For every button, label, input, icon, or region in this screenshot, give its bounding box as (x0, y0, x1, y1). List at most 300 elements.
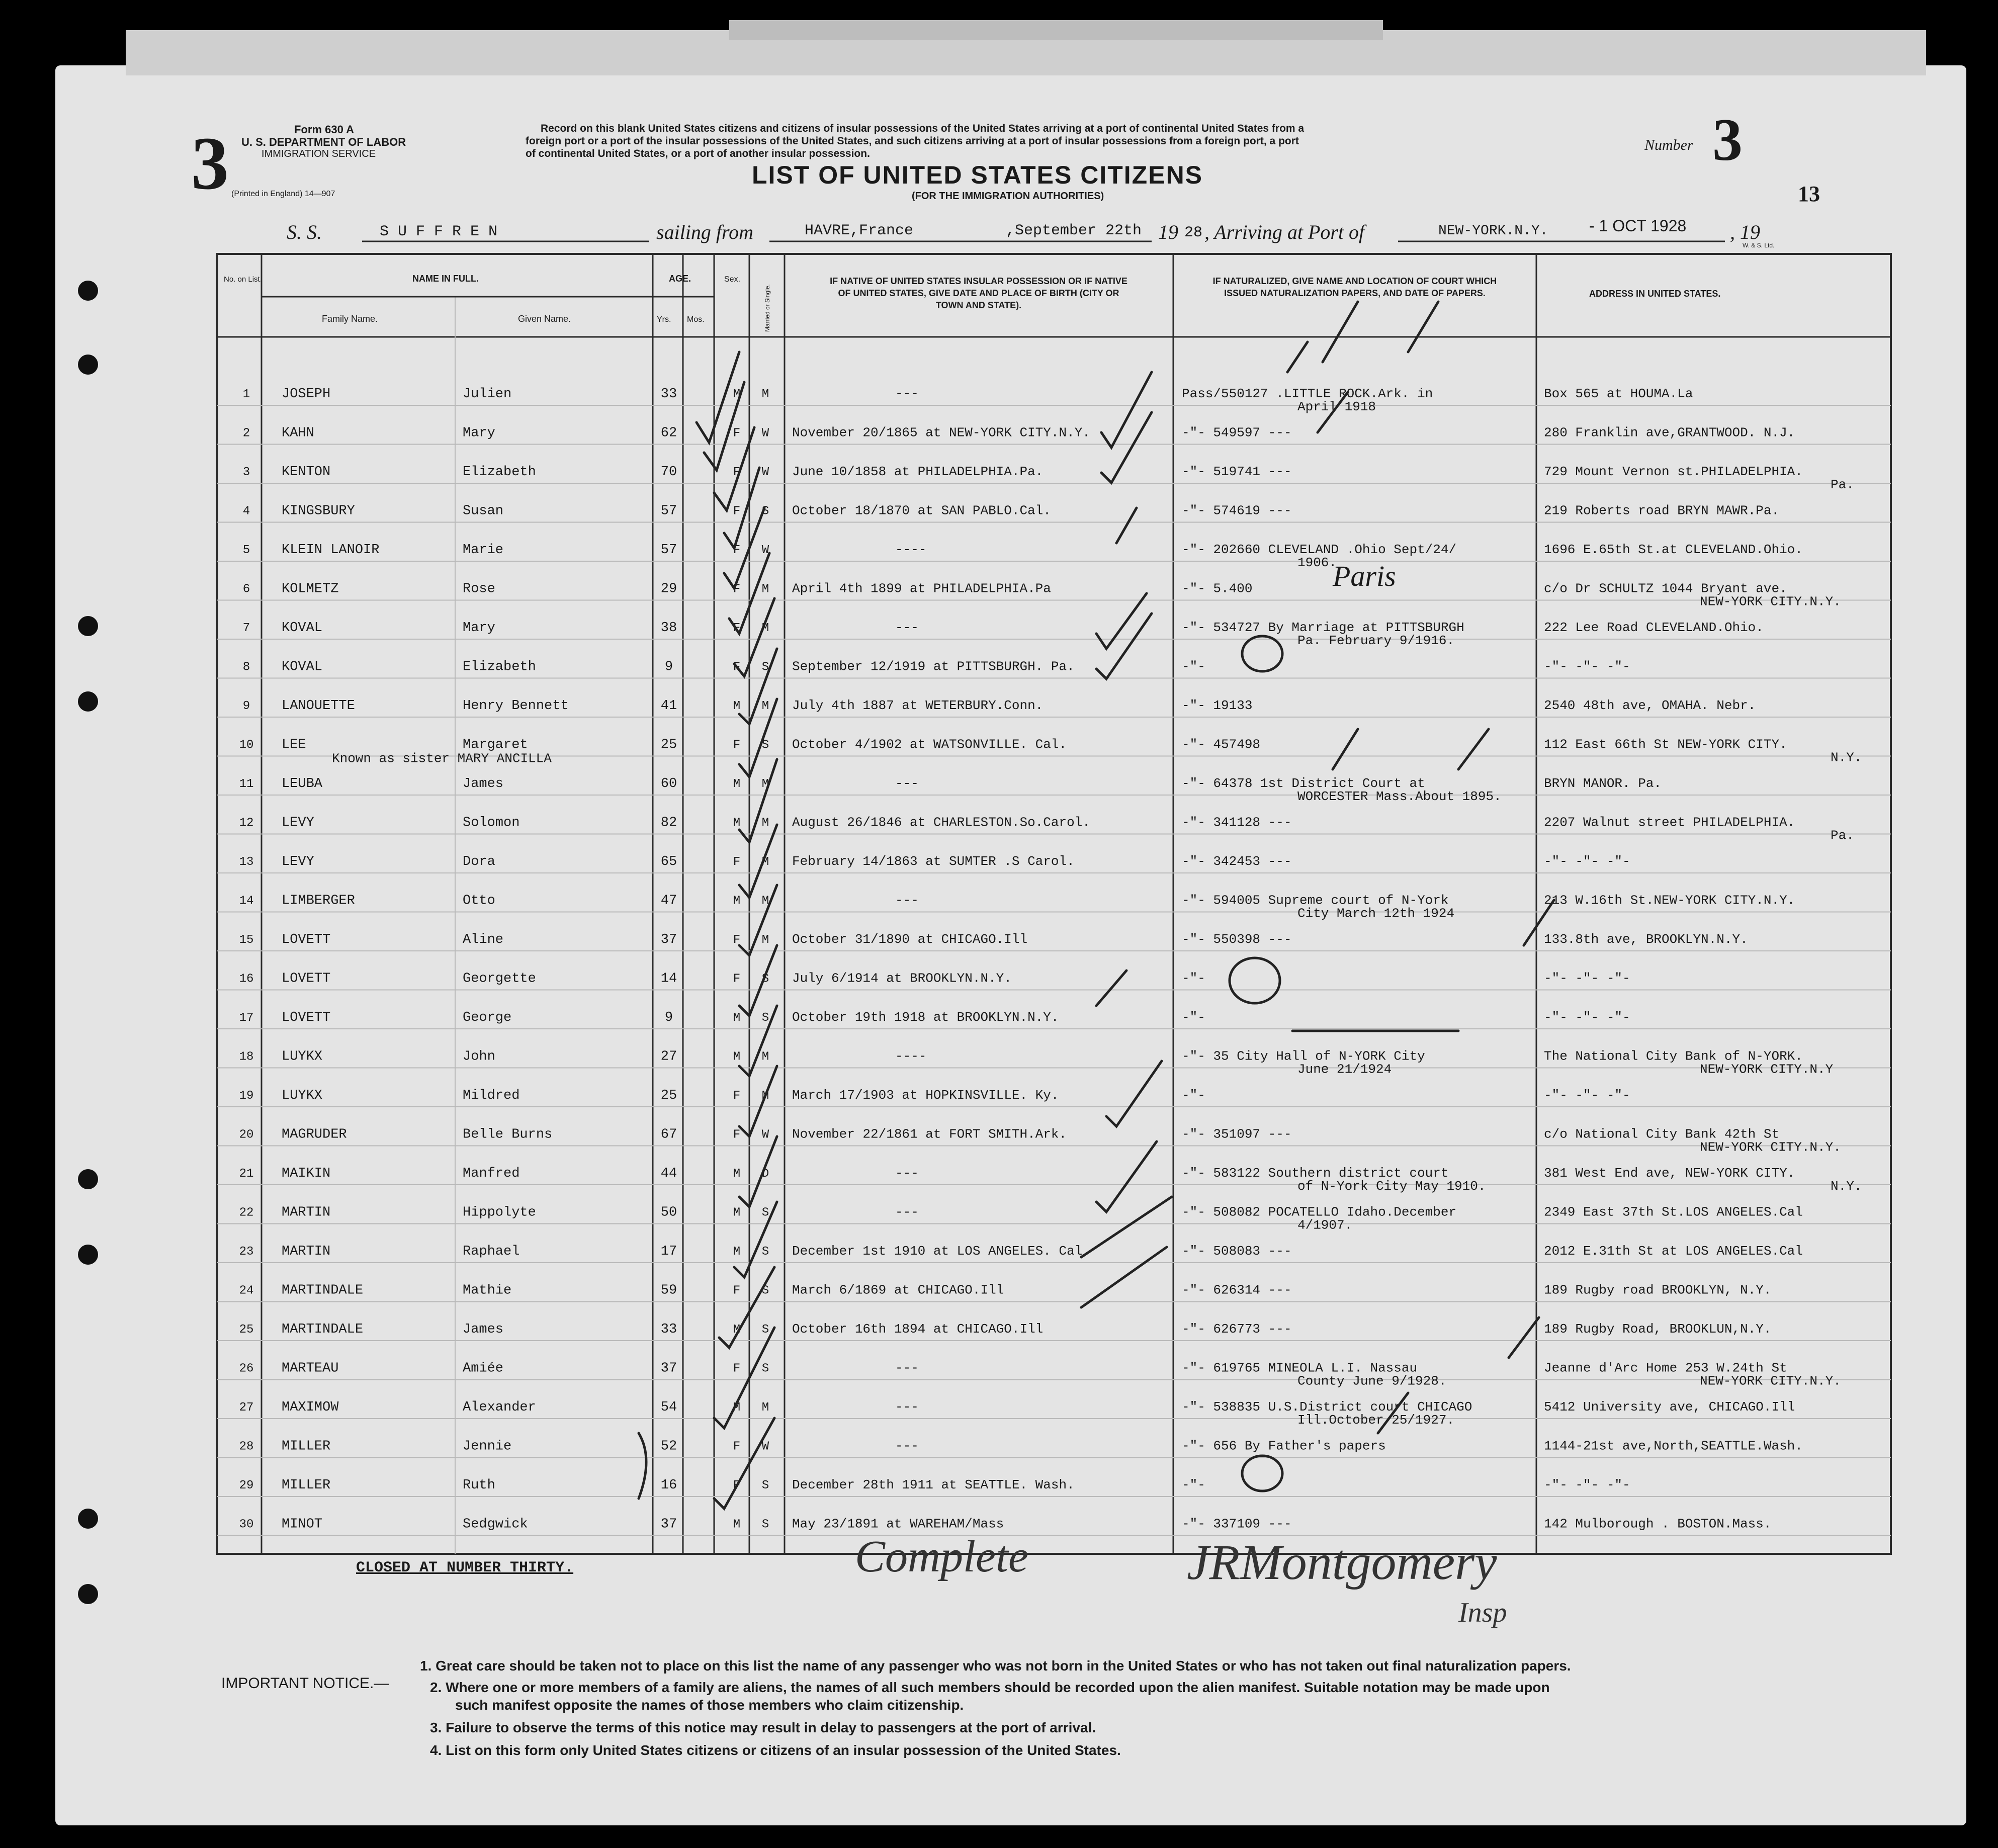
header-line: ISSUED NATURALIZATION PAPERS, AND DATE OF PAPERS. (1224, 288, 1486, 298)
age-years: 16 (660, 1478, 677, 1493)
us-address: 729 Mount Vernon st.PHILADELPHIA. (1544, 464, 1803, 479)
sex: M (733, 1401, 741, 1415)
form-number: Form 630 A (294, 123, 355, 136)
marital-status: M (761, 622, 769, 635)
col-mos: Mos. (687, 315, 705, 324)
us-address: -"- -"- -"- (1544, 659, 1630, 674)
handwritten-complete: Complete (855, 1532, 1028, 1581)
age-years: 9 (664, 659, 673, 675)
us-address: 189 Rugby Road, BROOKLUN,N.Y. (1544, 1322, 1772, 1337)
naturalization-info: -"- 19133 (1182, 698, 1253, 713)
sex: F (733, 466, 741, 479)
sex: M (733, 388, 741, 401)
ship-name: S U F F R E N (380, 223, 498, 240)
us-address: 112 East 66th St NEW-YORK CITY. (1544, 737, 1787, 752)
given-name: Margaret (463, 737, 528, 753)
inspector-signature: JRMontgomery (1187, 1534, 1497, 1590)
family-name: KOVAL (282, 659, 323, 675)
family-name: MAXIMOW (282, 1400, 339, 1415)
sex: M (733, 1206, 741, 1220)
marital-status: M (761, 1050, 769, 1064)
naturalization-info: -"- 534727 By Marriage at PITTSBURGH (1182, 620, 1464, 635)
us-address: Box 565 at HOUMA.La (1544, 386, 1693, 401)
row-number: 13 (239, 855, 254, 869)
us-address-2: N.Y. (1831, 1179, 1862, 1194)
row-number: 22 (239, 1206, 254, 1220)
marital-status: S (761, 1479, 769, 1492)
marital-status: D (761, 1167, 769, 1181)
family-name: LOVETT (282, 932, 331, 947)
row-number: 6 (242, 582, 250, 596)
birth-info: October 19th 1918 at BROOKLYN.N.Y. (792, 1010, 1059, 1025)
naturalization-info: -"- 626314 --- (1182, 1282, 1292, 1298)
row-number: 16 (239, 972, 254, 986)
col-age: AGE. (669, 274, 691, 284)
marital-status: W (761, 1440, 769, 1454)
naturalization-info: -"- 519741 --- (1182, 464, 1292, 479)
sex: F (733, 1362, 741, 1376)
birth-info: November 22/1861 at FORT SMITH.Ark. (792, 1126, 1067, 1142)
age-years: 9 (664, 1010, 673, 1025)
birth-info: --- (895, 1360, 919, 1376)
marital-status: S (761, 504, 769, 518)
family-name: KLEIN LANOIR (282, 543, 380, 558)
given-name: John (463, 1049, 495, 1065)
marital-status: S (761, 1011, 769, 1025)
us-address: 142 Mulborough . BOSTON.Mass. (1544, 1516, 1772, 1532)
age-years: 25 (660, 737, 677, 753)
given-name: Elizabeth (463, 659, 536, 675)
naturalization-info: -"- (1182, 1010, 1205, 1025)
naturalization-info-2: 1906. (1297, 555, 1337, 570)
row-number: 15 (239, 933, 254, 947)
marital-status: M (761, 699, 769, 713)
us-address: 189 Rugby road BROOKLYN, N.Y. (1544, 1282, 1772, 1298)
us-address: 1696 E.65th St.at CLEVELAND.Ohio. (1544, 542, 1803, 557)
us-address-2: Pa. (1831, 828, 1854, 843)
birth-info: --- (895, 386, 919, 401)
age-years: 33 (660, 387, 677, 402)
family-name: MARTINDALE (282, 1283, 364, 1298)
us-address: c/o National City Bank 42th St (1544, 1126, 1780, 1142)
col-address: ADDRESS IN UNITED STATES. (1589, 289, 1721, 299)
family-name: LEUBA (282, 776, 323, 791)
given-name: Henry Bennett (463, 698, 569, 714)
age-years: 29 (660, 581, 677, 597)
us-address: 5412 University ave, CHICAGO.Ill (1544, 1399, 1795, 1415)
naturalization-info-2: County June 9/1928. (1297, 1373, 1447, 1389)
birth-info: July 4th 1887 at WETERBURY.Conn. (792, 698, 1044, 713)
age-years: 54 (660, 1400, 677, 1415)
given-name: Otto (463, 893, 495, 909)
us-address: c/o Dr SCHULTZ 1044 Bryant ave. (1544, 581, 1787, 596)
birth-info: --- (895, 893, 919, 908)
age-years: 50 (660, 1205, 677, 1220)
row-number: 4 (242, 504, 250, 518)
naturalization-info: -"- 583122 Southern district court (1182, 1166, 1449, 1181)
birth-info: ---- (895, 1048, 927, 1064)
row-number: 29 (239, 1479, 254, 1492)
marital-status: S (761, 660, 769, 674)
given-name: Aline (463, 932, 504, 947)
family-name: LOVETT (282, 971, 331, 987)
page-number: 13 (1798, 182, 1820, 206)
birth-info: --- (895, 1204, 919, 1220)
birth-info: March 6/1869 at CHICAGO.Ill (792, 1282, 1004, 1298)
sex: F (733, 582, 741, 596)
marital-status: S (761, 972, 769, 986)
naturalization-info: Pass/550127 .LITTLE ROCK.Ark. in (1182, 386, 1433, 401)
age-years: 67 (660, 1127, 677, 1142)
marital-status: W (761, 1128, 769, 1142)
marital-status: W (761, 426, 769, 441)
arrival-stamp: - 1 OCT 1928 (1589, 217, 1687, 235)
row-number: 19 (239, 1089, 254, 1103)
family-name: MILLER (282, 1478, 331, 1493)
marital-status: M (761, 777, 769, 791)
family-name: MILLER (282, 1439, 331, 1454)
marital-status: W (761, 544, 769, 557)
sex: M (733, 1050, 741, 1064)
arrival-port: NEW-YORK.N.Y. (1438, 223, 1548, 239)
naturalization-info: -"- 508082 POCATELLO Idaho.December (1182, 1204, 1457, 1220)
row-number: 8 (242, 660, 250, 674)
sex: M (733, 894, 741, 908)
family-name: LUYKX (282, 1088, 323, 1103)
col-name-in-full: NAME IN FULL. (412, 274, 479, 284)
sex: M (733, 1011, 741, 1025)
naturalization-info: -"- 202660 CLEVELAND .Ohio Sept/24/ (1182, 542, 1457, 557)
row-number: 12 (239, 816, 254, 830)
birth-info: October 18/1870 at SAN PABLO.Cal. (792, 503, 1051, 518)
family-name: KAHN (282, 425, 314, 441)
marital-status: M (761, 1401, 769, 1415)
age-years: 52 (660, 1439, 677, 1454)
naturalization-info-2: of N-York City May 1910. (1297, 1179, 1486, 1194)
naturalization-info: -"- 351097 --- (1182, 1126, 1292, 1142)
col-given-name: Given Name. (518, 314, 571, 324)
naturalization-info: -"- 656 By Father's papers (1182, 1438, 1386, 1454)
given-name: James (463, 776, 504, 791)
sex: F (733, 972, 741, 986)
given-name: Julien (463, 387, 512, 402)
birth-info: September 12/1919 at PITTSBURGH. Pa. (792, 659, 1075, 674)
naturalization-info: -"- (1182, 1477, 1205, 1492)
instruction-line-1: Record on this blank United States citizens and citizens of insular possessions of the United States arriving at a port of continental United States from a (541, 123, 1305, 134)
us-address: 213 W.16th St.NEW-YORK CITY.N.Y. (1544, 893, 1795, 908)
sex: M (733, 1167, 741, 1181)
year-prefix: 19 (1158, 221, 1178, 243)
sex: F (733, 1089, 741, 1103)
birth-info: --- (895, 1438, 919, 1454)
marital-status: S (761, 1518, 769, 1532)
number-label: Number (1644, 137, 1693, 153)
given-name-alt: Known as sister MARY ANCILLA (332, 751, 552, 766)
marital-status: S (761, 1284, 769, 1298)
birth-info: December 1st 1910 at LOS ANGELES. Cal (792, 1244, 1083, 1259)
birth-info: --- (895, 776, 919, 791)
age-years: 60 (660, 776, 677, 791)
row-number: 20 (239, 1128, 254, 1142)
sailing-from: HAVRE,France (805, 222, 914, 239)
marital-status: M (761, 582, 769, 596)
sex: F (733, 1479, 741, 1492)
age-years: 82 (660, 815, 677, 831)
col-yrs: Yrs. (657, 315, 671, 324)
us-address-2: NEW-YORK CITY.N.Y. (1700, 1139, 1841, 1155)
header-line: TOWN AND STATE). (935, 300, 1022, 310)
marital-status: M (761, 855, 769, 869)
arriving-label: , Arriving at Port of (1204, 221, 1365, 243)
naturalization-info: -"- (1182, 1088, 1205, 1103)
us-address-2: Pa. (1831, 477, 1854, 492)
us-address: 133.8th ave, BROOKLYN.N.Y. (1544, 932, 1748, 947)
given-name: Raphael (463, 1244, 520, 1259)
notice-item-1: 1. Great care should be taken not to place on this list the name of any passenger who was not born in the United States or who has not taken out final naturalization papers. (420, 1658, 1571, 1674)
row-number: 23 (239, 1245, 254, 1259)
row-number: 25 (239, 1323, 254, 1337)
row-number: 2 (242, 426, 250, 441)
family-name: LIMBERGER (282, 893, 355, 909)
us-address: 1144-21st ave,North,SEATTLE.Wash. (1544, 1438, 1803, 1454)
family-name: LEVY (282, 815, 314, 831)
sex: F (733, 1128, 741, 1142)
row-number: 28 (239, 1440, 254, 1454)
sex: F (733, 622, 741, 635)
family-name: LOVETT (282, 1010, 331, 1025)
age-years: 37 (660, 1361, 677, 1376)
age-years: 57 (660, 543, 677, 558)
naturalization-info: -"- (1182, 659, 1205, 674)
family-name: MARTEAU (282, 1361, 339, 1376)
row-number: 18 (239, 1050, 254, 1064)
col-family-name: Family Name. (322, 314, 378, 324)
sex: M (733, 1518, 741, 1532)
row-number: 17 (239, 1011, 254, 1025)
naturalization-info: -"- 341128 --- (1182, 815, 1292, 830)
sex: M (733, 699, 741, 713)
birth-info: June 10/1858 at PHILADELPHIA.Pa. (792, 464, 1044, 479)
header-line: IF NATURALIZED, GIVE NAME AND LOCATION OF COURT WHICH (1212, 276, 1497, 286)
marital-status: S (761, 1362, 769, 1376)
sex: F (733, 933, 741, 947)
marital-status: S (761, 1245, 769, 1259)
us-address: -"- -"- -"- (1544, 1010, 1630, 1025)
row-number: 7 (242, 622, 250, 635)
naturalization-info: -"- 619765 MINEOLA L.I. Nassau (1182, 1360, 1418, 1376)
family-name: LUYKX (282, 1049, 323, 1065)
sex: M (733, 1323, 741, 1337)
family-name: KINGSBURY (282, 503, 355, 519)
naturalization-info: -"- 337109 --- (1182, 1516, 1292, 1532)
us-address: -"- -"- -"- (1544, 1477, 1630, 1492)
given-name: Mathie (463, 1283, 512, 1298)
age-years: 17 (660, 1244, 677, 1259)
us-address: 219 Roberts road BRYN MAWR.Pa. (1544, 503, 1780, 518)
us-address-2: NEW-YORK CITY.N.Y. (1700, 1373, 1841, 1389)
row-number: 3 (242, 466, 250, 479)
naturalization-info-2: Pa. February 9/1916. (1297, 633, 1455, 648)
age-years: 62 (660, 425, 677, 441)
us-address: Jeanne d'Arc Home 253 W.24th St (1544, 1360, 1787, 1376)
notice-item-4: 4. List on this form only United States citizens or citizens of an insular possession of the United States. (430, 1742, 1121, 1758)
us-address: 2349 East 37th St.LOS ANGELES.Cal (1544, 1204, 1803, 1220)
header-line: IF NATIVE OF UNITED STATES INSULAR POSSESSION OR IF NATIVE (830, 276, 1127, 286)
family-name: MINOT (282, 1517, 323, 1532)
family-name: KOVAL (282, 621, 323, 636)
birth-info: February 14/1863 at SUMTER .S Carol. (792, 854, 1075, 869)
handwritten-paris: Paris (1333, 560, 1396, 592)
birth-info: July 6/1914 at BROOKLYN.N.Y. (792, 971, 1012, 986)
age-years: 25 (660, 1088, 677, 1103)
us-address: -"- -"- -"- (1544, 1088, 1630, 1103)
row-number: 14 (239, 894, 254, 908)
marital-status: M (761, 894, 769, 908)
family-name: LANOUETTE (282, 698, 355, 714)
us-address: BRYN MANOR. Pa. (1544, 776, 1662, 791)
notice-item-3: 3. Failure to observe the terms of this notice may result in delay to passengers at the port of arrival. (430, 1720, 1096, 1735)
notice-item-2b: such manifest opposite the names of those members who claim citizenship. (455, 1697, 964, 1713)
us-address: -"- -"- -"- (1544, 854, 1630, 869)
naturalization-info: -"- 457498 (1182, 737, 1261, 752)
age-years: 59 (660, 1283, 677, 1298)
us-address: 222 Lee Road CLEVELAND.Ohio. (1544, 620, 1764, 635)
age-years: 38 (660, 621, 677, 636)
given-name: Mary (463, 425, 495, 441)
row-number: 9 (242, 699, 250, 713)
age-years: 27 (660, 1049, 677, 1065)
us-address-2: NEW-YORK CITY.N.Y. (1700, 594, 1841, 609)
age-years: 33 (660, 1322, 677, 1337)
family-name: MAIKIN (282, 1166, 331, 1181)
sex: F (733, 1284, 741, 1298)
age-years: 57 (660, 503, 677, 519)
row-number: 5 (242, 544, 250, 557)
given-name: Jennie (463, 1439, 512, 1454)
naturalization-info-2: June 21/1924 (1297, 1062, 1392, 1077)
us-address: -"- -"- -"- (1544, 971, 1630, 986)
naturalization-info: -"- 574619 --- (1182, 503, 1292, 518)
marital-status: S (761, 1323, 769, 1337)
given-name: Mary (463, 621, 495, 636)
family-name: MARTIN (282, 1244, 331, 1259)
given-name: Rose (463, 581, 495, 597)
age-years: 47 (660, 893, 677, 909)
family-name: KOLMETZ (282, 581, 339, 597)
family-name: KENTON (282, 465, 331, 480)
given-name: Amiée (463, 1361, 504, 1376)
naturalization-info: -"- 549597 --- (1182, 425, 1292, 441)
row-number: 21 (239, 1167, 254, 1181)
marital-status: M (761, 816, 769, 830)
us-address-2: NEW-YORK CITY.N.Y (1700, 1062, 1834, 1077)
row-number: 24 (239, 1284, 254, 1298)
sex: F (733, 1440, 741, 1454)
naturalization-info: -"- (1182, 971, 1205, 986)
birth-info: --- (895, 1399, 919, 1415)
family-name: JOSEPH (282, 387, 331, 402)
given-name: Ruth (463, 1478, 495, 1493)
instruction-line-2: foreign port or a port of the insular possessions of the United States, and such citizens arriving at a port of insular possessions from a foreign port, a port (526, 135, 1299, 147)
us-address-2: N.Y. (1831, 750, 1862, 765)
us-address: 2207 Walnut street PHILADELPHIA. (1544, 815, 1795, 830)
us-address: The National City Bank of N-YORK. (1544, 1048, 1803, 1064)
number-value: 3 (1712, 106, 1743, 173)
naturalization-info-2: 4/1907. (1297, 1217, 1353, 1233)
col-no: No. on List. (224, 275, 262, 284)
birth-info: October 4/1902 at WATSONVILLE. Cal. (792, 737, 1067, 752)
sheet-number: 3 (191, 122, 229, 205)
naturalization-info-2: April 1918 (1297, 399, 1376, 414)
row-number: 26 (239, 1362, 254, 1376)
naturalization-info: -"- 594005 Supreme court of N-York (1182, 893, 1449, 908)
given-name: James (463, 1322, 504, 1337)
page-title: LIST OF UNITED STATES CITIZENS (752, 161, 1203, 189)
sex: F (733, 738, 741, 752)
sex: M (733, 777, 741, 791)
service: IMMIGRATION SERVICE (262, 148, 376, 159)
naturalization-info: -"- 508083 --- (1182, 1244, 1292, 1259)
naturalization-info: -"- 626773 --- (1182, 1322, 1292, 1337)
instruction-line-3: of continental United States, or a port of another insular possession. (526, 148, 870, 159)
us-address: 2012 E.31th St at LOS ANGELES.Cal (1544, 1244, 1803, 1259)
inspector-title: Insp (1458, 1597, 1507, 1628)
given-name: Mildred (463, 1088, 520, 1103)
marital-status: W (761, 466, 769, 479)
given-name: Solomon (463, 815, 520, 831)
naturalization-info: -"- 5.400 (1182, 581, 1253, 596)
family-name: MARTINDALE (282, 1322, 364, 1337)
age-years: 41 (660, 698, 677, 714)
naturalization-info-2: City March 12th 1924 (1297, 906, 1455, 921)
us-address: 280 Franklin ave,GRANTWOOD. N.J. (1544, 425, 1795, 441)
naturalization-info: -"- 538835 U.S.District court CHICAGO (1182, 1399, 1472, 1415)
marital-status: S (761, 738, 769, 752)
closed-note: CLOSED AT NUMBER THIRTY. (356, 1559, 574, 1576)
row-number: 27 (239, 1401, 254, 1415)
birth-info: --- (895, 620, 919, 635)
department: U. S. DEPARTMENT OF LABOR (241, 136, 406, 148)
notice-item-2: 2. Where one or more members of a family are aliens, the names of all such members should be recorded upon the alien manifest. Suitable notation may be made upon (430, 1680, 1550, 1695)
sex: F (733, 660, 741, 674)
sex: F (733, 855, 741, 869)
row-number: 30 (239, 1518, 254, 1532)
birth-info: December 28th 1911 at SEATTLE. Wash. (792, 1477, 1075, 1492)
age-years: 37 (660, 1517, 677, 1532)
sex: M (733, 816, 741, 830)
page-subtitle: (FOR THE IMMIGRATION AUTHORITIES) (912, 191, 1104, 202)
given-name: Manfred (463, 1166, 520, 1181)
birth-info: March 17/1903 at HOPKINSVILLE. Ky. (792, 1088, 1059, 1103)
sex: M (733, 1245, 741, 1259)
given-name: Belle Burns (463, 1127, 553, 1142)
sex: F (733, 544, 741, 557)
age-years: 44 (660, 1166, 677, 1181)
family-name: LEVY (282, 854, 314, 869)
given-name: Hippolyte (463, 1205, 536, 1220)
given-name: Elizabeth (463, 465, 536, 480)
birth-info: ---- (895, 542, 927, 557)
naturalization-info: -"- 550398 --- (1182, 932, 1292, 947)
printer-mark: W. & S. Ltd. (1743, 242, 1775, 249)
birth-info: May 23/1891 at WAREHAM/Mass (792, 1516, 1004, 1532)
sex: F (733, 426, 741, 441)
naturalization-info-2: WORCESTER Mass.About 1895. (1297, 789, 1502, 804)
age-years: 37 (660, 932, 677, 947)
naturalization-info: -"- 35 City Hall of N-YORK City (1182, 1048, 1425, 1064)
family-name: MARTIN (282, 1205, 331, 1220)
marital-status: M (761, 933, 769, 947)
